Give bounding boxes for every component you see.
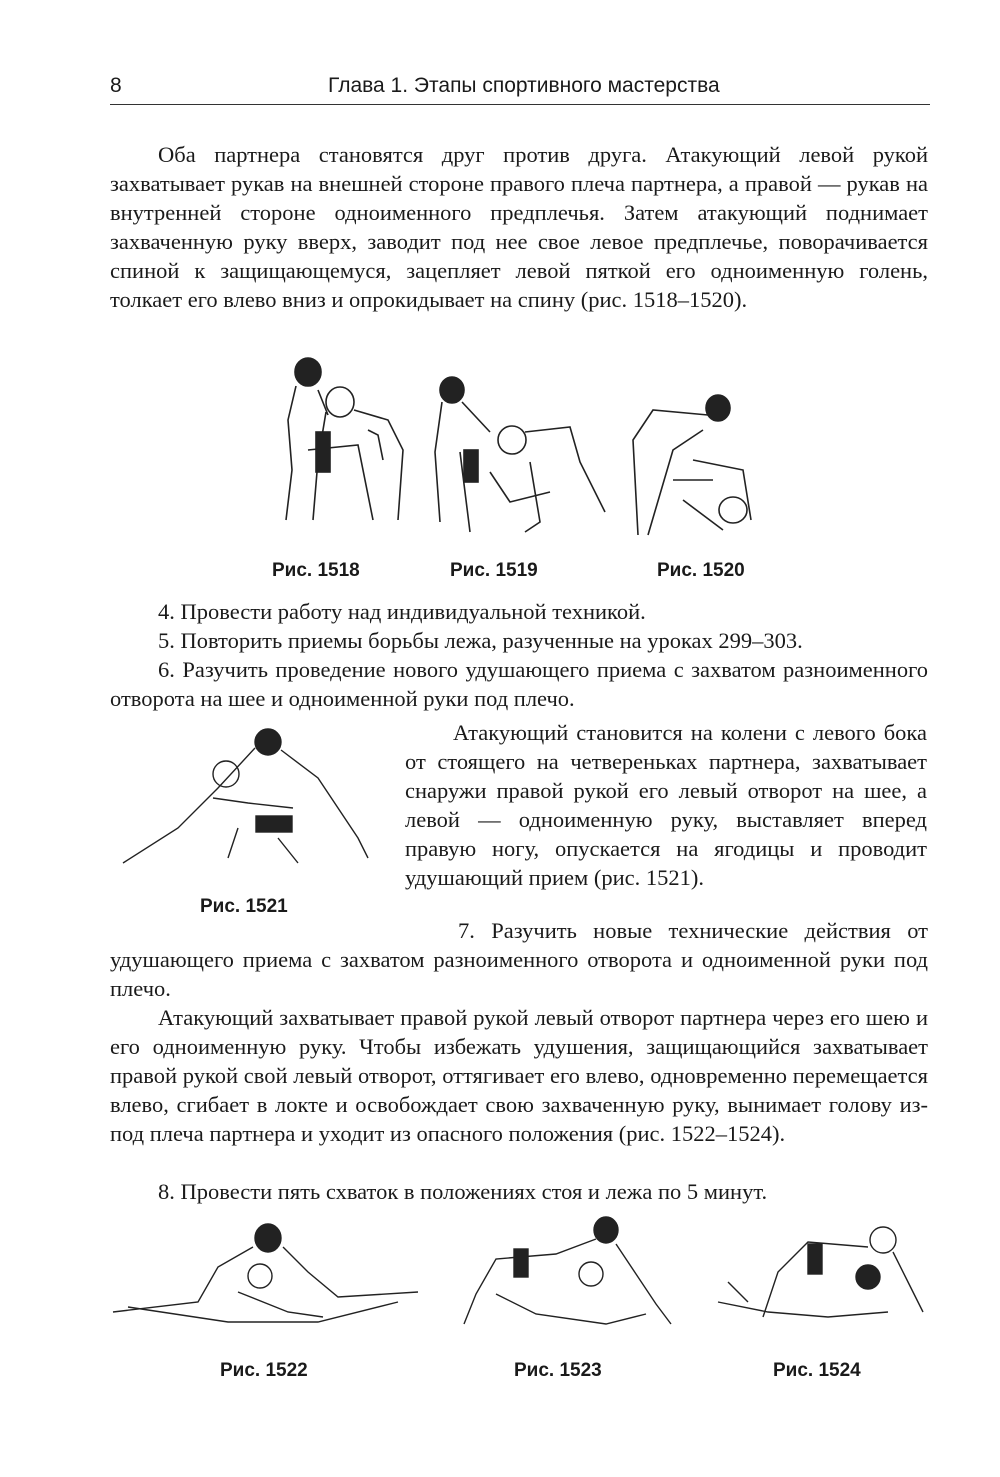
list-item-5: 5. Повторить приемы борьбы лежа, разученные на уроках 299–303. xyxy=(158,628,803,653)
caption-1523: Рис. 1523 xyxy=(514,1360,602,1381)
caption-1518: Рис. 1518 xyxy=(272,560,360,581)
figure-1524-illustration xyxy=(708,1222,928,1332)
judo-ground-escape-figure-icon xyxy=(708,1222,928,1332)
judo-ground-escape-figure-icon xyxy=(456,1214,676,1344)
caption-1520: Рис. 1520 xyxy=(657,560,745,581)
caption-1522: Рис. 1522 xyxy=(220,1360,308,1381)
side-paragraph-choke-description: Атакующий становится на колени с левого бока от стоящего на четвереньках партнера, захватывает снаружи правой рукой его левый отворот на шее, а левой — одноименную руку, выставляет вперед правую ногу, опускается на ягодицы и проводит удушающий прием (рис. 1521). xyxy=(405,720,927,890)
judo-standing-grip-figure-icon xyxy=(278,350,413,530)
judo-ground-escape-figure-icon xyxy=(108,1222,428,1342)
figure-1521-illustration xyxy=(118,728,378,868)
figure-1518-illustration xyxy=(278,350,413,530)
list-item-6: 6. Разучить проведение нового удушающего приема с захватом разноименного отворота на шее и одноименной руки под плечо. xyxy=(110,657,928,711)
figure-1519-illustration xyxy=(430,372,610,537)
list-item-4: 4. Провести работу над индивидуальной техникой. xyxy=(158,599,646,624)
page-number: 8 xyxy=(110,74,122,97)
list-item-8: 8. Провести пять схваток в положениях стоя и лежа по 5 минут. xyxy=(158,1179,768,1204)
caption-1519: Рис. 1519 xyxy=(450,560,538,581)
judo-choke-ground-figure-icon xyxy=(118,728,378,868)
caption-1521: Рис. 1521 xyxy=(200,896,288,917)
figure-1522-illustration xyxy=(108,1222,428,1342)
judo-throw-figure-icon xyxy=(613,390,753,540)
judo-hook-leg-figure-icon xyxy=(430,372,610,537)
caption-1524: Рис. 1524 xyxy=(773,1360,861,1381)
chapter-title: Глава 1. Этапы спортивного мастерства xyxy=(328,74,720,97)
paragraph-technique-description: Оба партнера становятся друг против друга. Атакующий левой рукой захватывает рукав на внешней стороне правого плеча партнера, а правой — рукав на внутренней стороне одноименного предплечья. Затем атакующий поднимает захваченную руку вверх, заводит под нее свое левое предплечье, поворачивается спиной к защищающемуся, зацепляет левой пяткой его одноименную голень, толкает его влево вниз и опрокидывает на спину (рис. 1518–1520). xyxy=(110,142,928,312)
figure-1520-illustration xyxy=(613,390,753,540)
figure-1523-illustration xyxy=(456,1214,676,1344)
paragraph-escape-description: Атакующий захватывает правой рукой левый отворот партнера через его шею и его одноименную руку. Чтобы избежать удушения, защищающийся захватывает правой рукой свой левый отворот, оттягивает его влево, одновременно перемещается влево, сгибает в локте и освобождает свою захваченную руку, вынимает голову из-под плеча партнера и уходит из опасного положения (рис. 1522–1524). xyxy=(110,1005,928,1146)
running-header xyxy=(110,70,930,105)
list-item-7: 7. Разучить новые технические действия от удушающего приема с захватом разноименного отворота и одноименной руки под плечо. xyxy=(110,918,928,1001)
